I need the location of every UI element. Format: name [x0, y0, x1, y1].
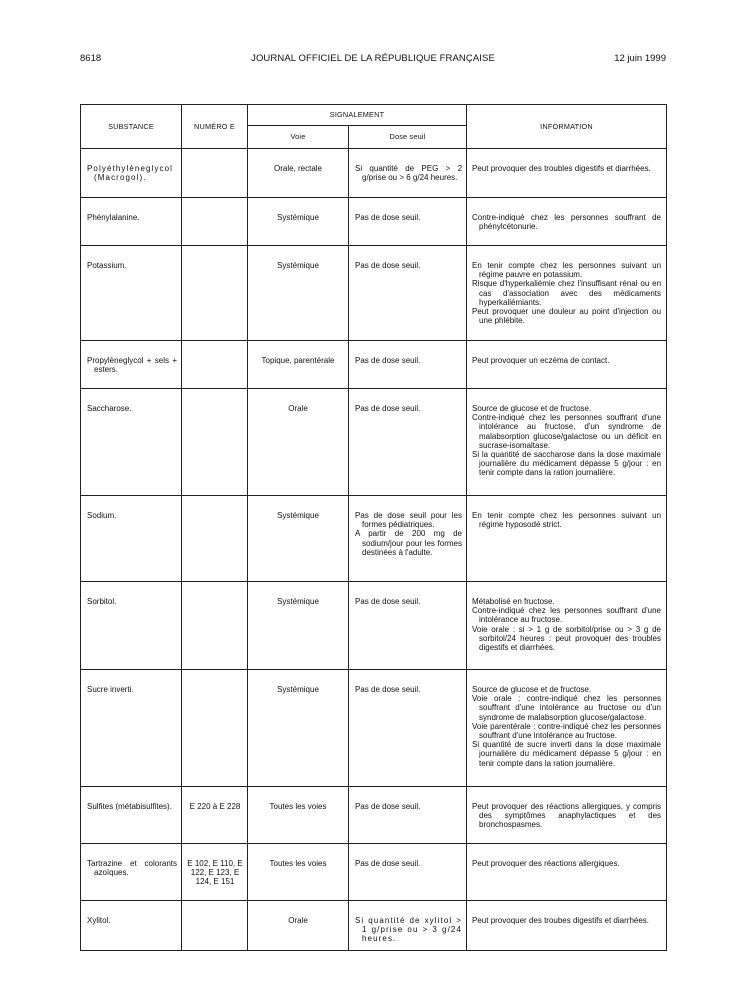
header-signalement: SIGNALEMENT [248, 105, 467, 126]
info-text: Peut provoquer des troubes digestifs et diarrhées. [472, 916, 650, 925]
route: Systémique [277, 213, 319, 222]
table-row [81, 149, 667, 198]
info-text: Contre-indiqué chez les personnes souffrant d'une intolérance au fructose. [472, 606, 662, 625]
route: Orale, rectale [273, 164, 323, 173]
table-row [81, 787, 667, 844]
route: Orale [288, 916, 308, 925]
excipients-table [80, 104, 667, 951]
dose-threshold: Si quantité de xylitol > 1 g/prise ou > 3 g/24 heures. [355, 916, 463, 944]
dose-threshold: Pas de dose seuil. [355, 802, 421, 811]
info-text: Risque d'hyperkaliémie chez l'insuffisant rénal ou en cas d'association avec des médicaments hyperkaliémiants. [472, 279, 662, 307]
header-voie: Voie [248, 126, 349, 149]
info-text: Peut provoquer des troubles digestifs et diarrhées. [472, 164, 651, 173]
info-text: Peut provoquer des réactions allergiques, y compris des symptômes anaphylactiques et des bronchospasmes. [472, 802, 662, 830]
substance-name: Xylitol. [87, 916, 111, 925]
table-row [81, 389, 667, 496]
info-text: Peut provoquer un eczéma de contact. [472, 356, 610, 365]
info-text: Métabolisé en fructose. [472, 597, 555, 606]
dose-threshold: Pas de dose seuil. [355, 261, 421, 270]
route: Toutes les voies [269, 802, 327, 811]
dose-threshold: Pas de dose seuil. [355, 685, 421, 694]
substance-name: Potassium. [87, 261, 127, 270]
table-row [81, 844, 667, 901]
substance-name: Sorbitol. [87, 597, 117, 606]
dose-threshold: Pas de dose seuil. [355, 404, 421, 413]
table-row [81, 496, 667, 582]
info-text: Si quantité de sucre inverti dans la dose maximale journalière du médicament dépasse 5 g/jour : en tenir compte dans la ration journalière. [472, 740, 662, 768]
info-text: En tenir compte chez les personnes suivant un régime hyposodé strict. [472, 511, 662, 530]
journal-title: JOURNAL OFFICIEL DE LA RÉPUBLIQUE FRANÇAISE [251, 53, 495, 64]
dose-threshold: Pas de dose seuil. [355, 213, 421, 222]
table-row [81, 246, 667, 341]
dose-threshold: Pas de dose seuil. [355, 597, 421, 606]
dose-threshold: Si quantité de PEG > 2 g/prise ou > 6 g/24 heures. [355, 164, 463, 183]
substance-name: Sucre inverti. [87, 685, 134, 694]
route: Toutes les voies [269, 859, 327, 868]
dose-threshold: Pas de dose seuil. [355, 859, 421, 868]
e-number: E 102, E 110, E 122, E 123, E 124, E 151 [187, 859, 243, 887]
page-header [80, 50, 666, 70]
substance-name: Sodium. [87, 511, 117, 520]
header-numero-e: NUMÉRO E [182, 105, 248, 149]
page-number: 8618 [80, 53, 102, 64]
info-text: Contre-indiqué chez les personnes souffrant de phénylcétonurie. [472, 213, 662, 232]
info-text: Si la quantité de saccharose dans la dose maximale journalière du médicament dépasse 5 g/jour : en tenir compte dans la ration journalière. [472, 450, 662, 478]
route: Orale [288, 404, 308, 413]
dose-threshold: Pas de dose seuil pour les formes pédiatriques. [355, 511, 463, 530]
info-text: Source de glucose et de fructose. [472, 404, 592, 413]
table-row [81, 582, 667, 670]
header-substance: SUBSTANCE [81, 105, 182, 149]
substance-name: Polyéthylèneglycol (Macrogol). [87, 164, 174, 183]
route: Systémique [277, 597, 319, 606]
substance-name: Phénylalanine. [87, 213, 140, 222]
info-text: Voie orale : contre-indiqué chez les personnes souffrant d'une intolérance au fructose ou d'un syndrome de malabsorption glucose/galactose. [472, 694, 662, 722]
publication-date: 12 juin 1999 [614, 53, 666, 64]
table-row [81, 341, 667, 389]
substance-name: Tartrazine et colorants azoïques. [87, 859, 177, 878]
dose-threshold: Pas de dose seuil. [355, 356, 421, 365]
info-text: Source de glucose et de fructose. [472, 685, 592, 694]
table-row [81, 198, 667, 246]
info-text: Voie orale : si > 1 g de sorbitol/prise ou > 3 g de sorbitol/24 heures : peut provoquer des troubles digestifs et diarrhées. [472, 624, 662, 653]
dose-threshold: A partir de 200 mg de sodium/jour pour les formes destinées à l'adulte. [355, 529, 463, 557]
e-number: E 220 à E 228 [189, 802, 241, 811]
route: Topique, parentérale [261, 356, 335, 365]
info-text: Contre-indiqué chez les personnes souffrant d'une intolérance au fructose, d'un syndrome de malabsorption glucose/galactose ou un déficit en sucrase-isomaltase. [472, 413, 662, 450]
table-row [81, 901, 667, 951]
info-text: Voie parentérale : contre-indiqué chez les personnes souffrant d'une intolérance au fructose. [472, 721, 662, 741]
info-text: En tenir compte chez les personnes suivant un régime pauvre en potassium. [472, 261, 662, 280]
substance-name: Saccharose. [87, 404, 132, 413]
header-dose-seuil: Dose seuil [349, 126, 467, 149]
route: Systémique [277, 511, 319, 520]
route: Systémique [277, 685, 319, 694]
substance-name: Sulfites (métabisulfites). [87, 802, 172, 811]
route: Systémique [277, 261, 319, 270]
substance-name: Propylèneglycol + sels + esters. [87, 356, 177, 375]
info-text: Peut provoquer des réactions allergiques. [472, 859, 620, 868]
info-text: Peut provoquer une douleur au point d'injection ou une phlébite. [472, 307, 662, 326]
header-information: INFORMATION [467, 105, 667, 149]
table-row [81, 670, 667, 787]
